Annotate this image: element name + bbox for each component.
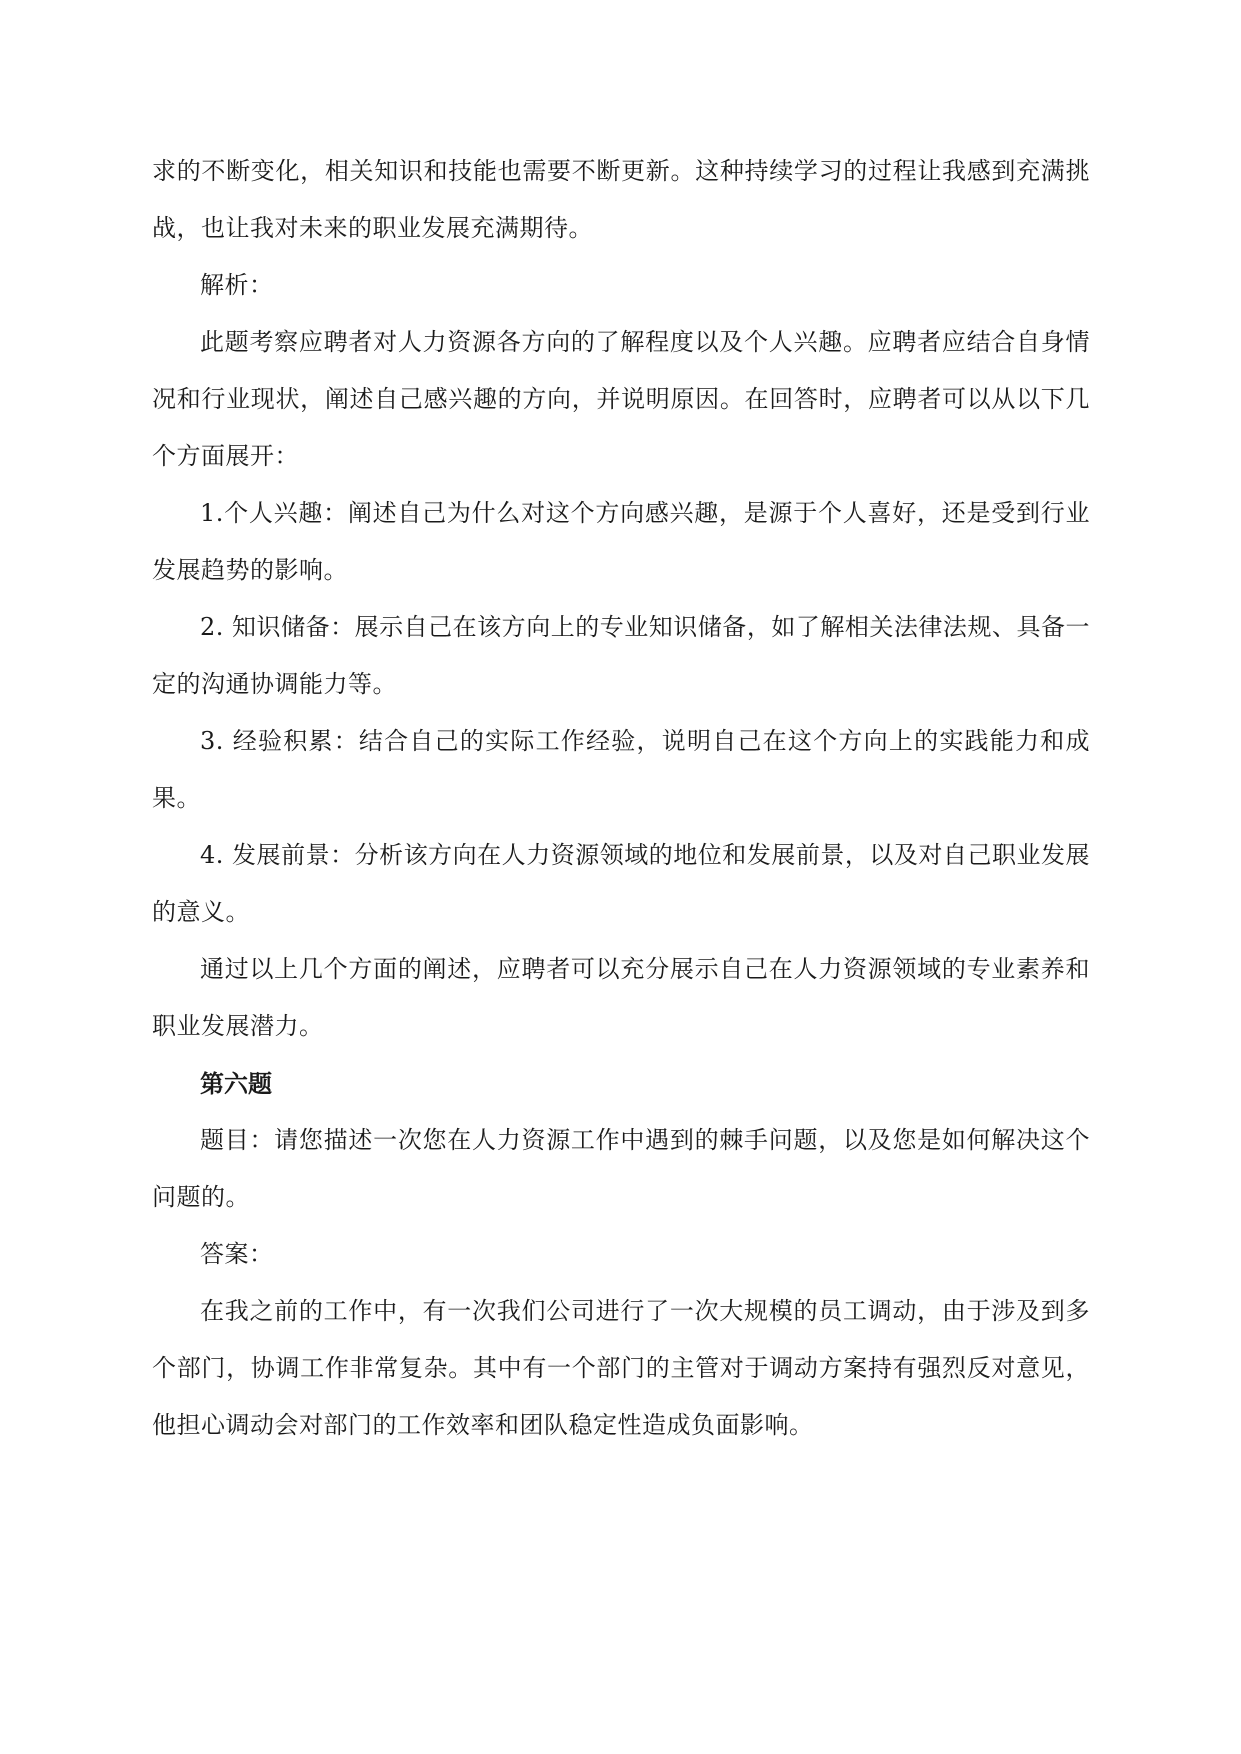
point-prospects: 4. 发展前景：分析该方向在人力资源领域的地位和发展前景，以及对自己职业发展的意义。 [152,841,1090,926]
section-heading: 第六题 [200,1069,272,1098]
point-personal-interest: 1.个人兴趣：阐述自己为什么对这个方向感兴趣，是源于个人喜好，还是受到行业发展趋势的影响。 [152,499,1090,584]
paragraph-continuation: 求的不断变化，相关知识和技能也需要不断更新。这种持续学习的过程让我感到充满挑战，也让我对未来的职业发展充满期待。 [152,157,1090,242]
analysis-intro-paragraph: 此题考察应聘者对人力资源各方向的了解程度以及个人兴趣。应聘者应结合自身情况和行业现状，阐述自己感兴趣的方向，并说明原因。在回答时，应聘者可以从以下几个方面展开： [152,328,1090,470]
point-experience: 3. 经验积累：结合自己的实际工作经验，说明自己在这个方向上的实践能力和成果。 [152,727,1090,812]
point-knowledge-reserve: 2. 知识储备：展示自己在该方向上的专业知识储备，如了解相关法律法规、具备一定的沟通协调能力等。 [152,613,1090,698]
analysis-label: 解析： [200,271,274,299]
document-body [152,143,1090,1454]
answer-label: 答案： [200,1240,274,1268]
analysis-conclusion: 通过以上几个方面的阐述，应聘者可以充分展示自己在人力资源领域的专业素养和职业发展潜力。 [152,955,1090,1040]
answer-paragraph: 在我之前的工作中，有一次我们公司进行了一次大规模的员工调动，由于涉及到多个部门，协调工作非常复杂。其中有一个部门的主管对于调动方案持有强烈反对意见，他担心调动会对部门的工作效率和团队稳定性造成负面影响。 [152,1297,1090,1439]
question-text: 题目：请您描述一次您在人力资源工作中遇到的棘手问题，以及您是如何解决这个问题的。 [152,1126,1090,1211]
